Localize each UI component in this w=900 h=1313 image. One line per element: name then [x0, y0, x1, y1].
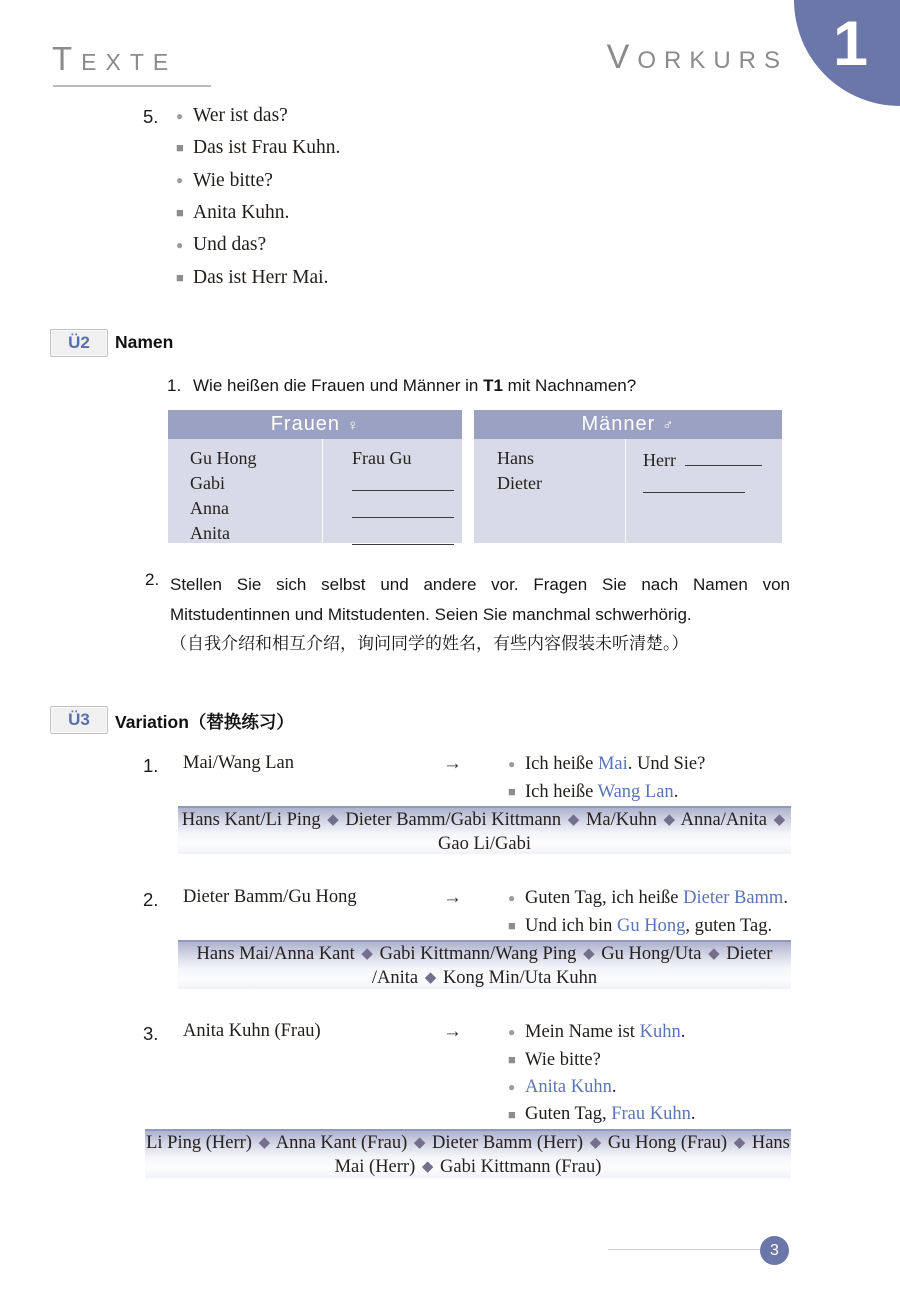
page-number-badge: 3 — [760, 1236, 789, 1265]
blank-line — [643, 473, 745, 493]
column-divider — [625, 439, 626, 543]
dialogue-line — [508, 751, 833, 778]
dialogue-text — [525, 782, 678, 803]
table-half-frauen — [168, 410, 462, 543]
first-names-column — [190, 446, 257, 546]
unit-number-tab — [794, 0, 900, 106]
blank-line — [352, 498, 454, 518]
highlighted-name: Kuhn — [639, 1022, 681, 1043]
diamond-icon: ◆ — [663, 812, 676, 828]
dialogue-text — [525, 916, 772, 937]
blank-line — [352, 525, 454, 545]
dialogue-line — [508, 912, 833, 939]
dialogue-line — [508, 778, 833, 805]
dialogue-text: Und das? — [193, 234, 267, 256]
square-bullet-icon: ■ — [508, 918, 516, 934]
dialogue-text-segment: . Und Sie? — [627, 754, 706, 775]
dialogue-text: Anita Kuhn. — [193, 202, 290, 224]
square-bullet-icon: ■ — [508, 1106, 516, 1122]
male-icon: ♂ — [662, 417, 675, 434]
dialogue-text — [525, 1077, 616, 1098]
diamond-icon: ◆ — [583, 946, 595, 962]
circle-bullet-icon: ● — [508, 1025, 516, 1040]
dialogue-line — [176, 197, 340, 229]
circle-bullet-icon: ● — [508, 1079, 516, 1094]
question-text — [193, 376, 636, 396]
dialogue-text: Wer ist das? — [193, 105, 288, 127]
table-cell: Anita — [190, 523, 230, 543]
diamond-icon: ◆ — [258, 1135, 271, 1151]
dialogue-text: Wie bitte? — [193, 169, 273, 191]
highlighted-name: Frau Kuhn — [611, 1104, 691, 1125]
substitution-box: Hans Mai/Anna Kant ◆ Gabi Kittmann/Wang Ping ◆ Gu Hong/Uta ◆ Dieter /Anita ◆ Kong Min/Uta Kuhn — [178, 940, 791, 989]
highlighted-name: Gu Hong — [616, 915, 686, 936]
dialogue-text-segment: Ich heiße — [525, 781, 598, 802]
dialogue-text-segment: , guten Tag. — [685, 915, 773, 936]
variation-prompt: Anita Kuhn (Frau) — [183, 1021, 321, 1041]
blank-line — [685, 446, 762, 466]
circle-bullet-icon: ● — [176, 173, 184, 188]
dialogue-text: Das ist Herr Mai. — [193, 266, 329, 288]
chapter-title: Vorkurs — [606, 38, 788, 76]
diamond-icon: ◆ — [424, 969, 437, 986]
table-cell — [643, 473, 762, 500]
substitution-box: Li Ping (Herr) ◆ Anna Kant (Frau) ◆ Dieter Bamm (Herr) ◆ Gu Hong (Frau) ◆ Hans Mai (Herr) ◆ Gabi Kittmann (Frau) — [145, 1129, 791, 1178]
page-section-title: Texte — [52, 40, 178, 77]
dialogue-line — [176, 100, 340, 132]
diamond-icon: ◆ — [589, 1135, 602, 1151]
table-half-maenner — [474, 410, 782, 543]
unit-number: 1 — [832, 9, 868, 79]
question-2-line: Stellen Sie sich selbst und andere vor. Fragen Sie nach Namen von — [170, 575, 790, 594]
exercise-badge-u2: Ü2 — [50, 329, 108, 357]
highlighted-name: Dieter Bamm — [683, 888, 784, 909]
dialogue-text-segment: Mein Name ist — [525, 1022, 640, 1043]
dialogue-text — [525, 1022, 685, 1043]
dialogue-lines — [176, 100, 340, 294]
question-text-pre: Wie heißen die Frauen und Männer in — [193, 376, 484, 395]
variation-item — [143, 885, 833, 940]
dialogue-line — [508, 1046, 833, 1073]
dialogue-line — [176, 165, 340, 197]
square-bullet-icon: ■ — [176, 140, 184, 156]
highlighted-name: Wang Lan — [597, 781, 674, 802]
substitution-box: Hans Kant/Li Ping ◆ Dieter Bamm/Gabi Kittmann ◆ Ma/Kuhn ◆ Anna/Anita ◆ Gao Li/Gabi — [178, 806, 791, 854]
dialogue-lines — [508, 751, 833, 806]
column-divider — [322, 439, 323, 543]
dialogue-text-segment: . — [690, 1104, 696, 1125]
table-header-maenner — [474, 410, 782, 439]
item-number: 5. — [143, 106, 159, 127]
table-header-frauen — [168, 410, 462, 439]
dialogue-text — [525, 754, 705, 775]
dialogue-text — [525, 1104, 696, 1125]
arrow-right-icon: → — [443, 1021, 462, 1042]
dialogue-lines — [508, 885, 833, 940]
dialogue-exercise-5 — [143, 100, 340, 294]
dialogue-text-segment: Guten Tag, — [525, 1104, 612, 1125]
table-cell: Gu Hong — [190, 448, 257, 468]
variation-prompt: Mai/Wang Lan — [183, 753, 295, 773]
surnames-column — [352, 446, 454, 552]
table-cell: Dieter — [497, 473, 542, 493]
dialogue-text-segment: Wie bitte? — [525, 1049, 601, 1070]
table-cell: Herr — [643, 446, 762, 473]
diamond-icon: ◆ — [773, 812, 786, 828]
variation-item — [143, 751, 833, 806]
table-body-frauen — [168, 439, 462, 543]
dialogue-text-segment: . — [783, 888, 788, 909]
item-number: 1. — [143, 755, 159, 776]
dialogue-text-segment: Und ich bin — [525, 915, 617, 936]
table-cell — [352, 525, 454, 552]
variation-item — [143, 1019, 833, 1129]
circle-bullet-icon: ● — [176, 237, 184, 252]
table-cell: Hans — [497, 448, 534, 468]
table-cell — [352, 471, 454, 498]
footer-rule — [608, 1249, 760, 1250]
dialogue-line — [508, 1074, 833, 1101]
arrow-right-icon: → — [443, 753, 462, 774]
table-cell: Gabi — [190, 473, 225, 493]
dialogue-text — [525, 888, 788, 909]
dialogue-text-segment: . — [680, 1022, 686, 1043]
diamond-icon: ◆ — [733, 1135, 746, 1151]
item-number: 3. — [143, 1023, 159, 1044]
dialogue-text-segment: Guten Tag, ich heiße — [525, 888, 684, 909]
diamond-icon: ◆ — [361, 946, 373, 962]
exercise-title-u2: Namen — [115, 332, 174, 352]
dialogue-text-segment: . — [611, 1076, 617, 1097]
circle-bullet-icon: ● — [176, 108, 184, 123]
variation-prompt: Dieter Bamm/Gu Hong — [183, 887, 357, 907]
question-number: 2. — [145, 570, 160, 589]
diamond-icon: ◆ — [413, 1135, 426, 1151]
square-bullet-icon: ■ — [176, 205, 184, 221]
highlighted-name: Anita Kuhn — [525, 1076, 612, 1097]
dialogue-line — [176, 261, 340, 293]
circle-bullet-icon: ● — [508, 891, 516, 906]
table-body-maenner — [474, 439, 782, 543]
dialogue-text: Das ist Frau Kuhn. — [193, 137, 341, 159]
exercise-title-label: Variation — [115, 712, 189, 732]
question-2-line-chinese: （自我介绍和相互介绍，询问同学的姓名，有些内容假装未听清楚。） — [170, 634, 689, 653]
square-bullet-icon: ■ — [508, 1052, 516, 1068]
diamond-icon: ◆ — [708, 946, 720, 962]
question-2-line: Mitstudentinnen und Mitstudenten. Seien Sie manchmal schwerhörig. — [170, 604, 692, 624]
dialogue-line — [176, 229, 340, 261]
diamond-icon: ◆ — [421, 1158, 434, 1175]
header-label: Frauen — [270, 413, 341, 435]
exercise-title-chinese: （替换练习） — [188, 712, 294, 732]
question-2-text — [170, 570, 790, 659]
surnames-column — [643, 446, 762, 500]
dialogue-line — [508, 1101, 833, 1128]
female-icon: ♀ — [347, 417, 360, 434]
item-number: 2. — [143, 889, 159, 910]
names-table — [168, 410, 782, 543]
diamond-icon: ◆ — [567, 812, 580, 828]
question-text-post: mit Nachnamen? — [502, 376, 637, 395]
dialogue-text — [525, 1050, 601, 1071]
title-underline — [53, 85, 211, 87]
table-cell — [352, 498, 454, 525]
dialogue-line — [508, 885, 833, 912]
square-bullet-icon: ■ — [508, 784, 516, 800]
dialogue-text-segment: Ich heiße — [525, 754, 598, 775]
square-bullet-icon: ■ — [176, 269, 184, 285]
first-names-column — [497, 446, 542, 496]
dialogue-line — [176, 132, 340, 164]
exercise-title-u3 — [115, 709, 294, 734]
dialogue-lines — [508, 1019, 833, 1129]
highlighted-name: Mai — [597, 754, 628, 775]
diamond-icon: ◆ — [327, 812, 339, 828]
dialogue-line — [508, 1019, 833, 1046]
table-cell: Anna — [190, 498, 229, 518]
arrow-right-icon: → — [443, 887, 462, 908]
circle-bullet-icon: ● — [508, 757, 516, 772]
blank-line — [352, 471, 454, 491]
dialogue-text-segment: . — [673, 781, 679, 802]
exercise-badge-u3: Ü3 — [50, 706, 108, 734]
header-label: Männer — [581, 413, 656, 435]
table-cell: Frau Gu — [352, 448, 412, 468]
question-number: 1. — [167, 376, 182, 395]
question-text-bold: T1 — [483, 376, 503, 395]
